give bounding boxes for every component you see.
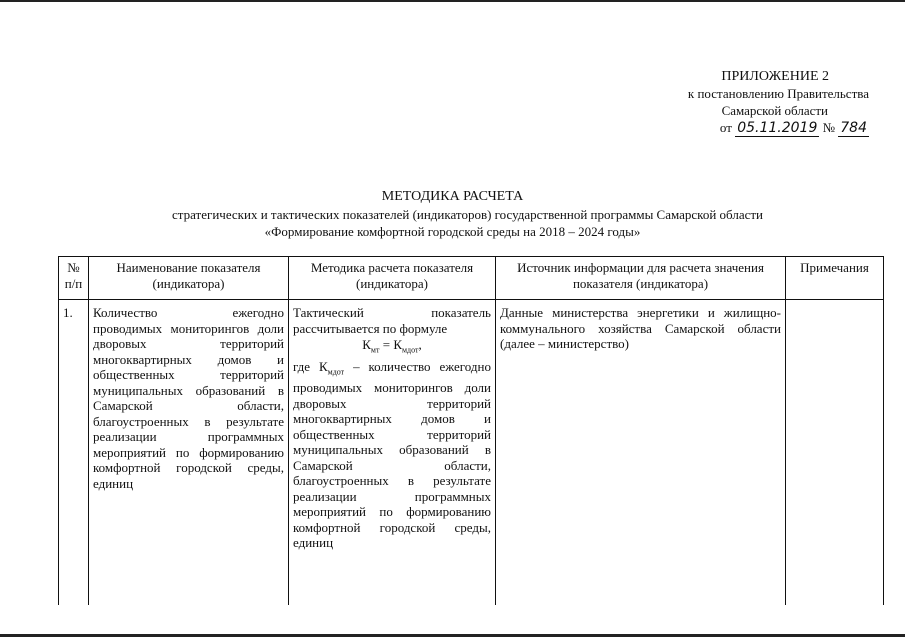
column-header-information-source: Источник информации для расчета значения показателя (индикатора) [496,257,786,300]
date-prefix: от [719,120,732,135]
information-source: Данные министерства энергетики и жилищно-коммунального хозяйства Самарской области (далее – министерство) [496,300,786,606]
document-subtitle: стратегических и тактических показателей (индикаторов) государственной программы Самарской области [172,207,763,222]
notes [786,300,884,606]
appendix-header [629,68,869,137]
appendix-line-2: Самарской области [721,103,828,118]
column-header-number: № п/п [59,257,89,300]
column-header-indicator-name: Наименование показателя (индикатора) [89,257,289,300]
calculation-method [289,300,496,606]
number-prefix: № [822,120,836,135]
handwritten-date: 05.11.2019 [737,120,818,136]
row-number: 1. [59,300,89,606]
formula: $К_{мт} = К_{мдот}$, [362,337,422,355]
page-bottom-edge [0,634,905,637]
appendix-title: ПРИЛОЖЕНИЕ 2 [721,69,829,84]
method-description: – количество ежегодно проводимых мониторингов доли дворовых территорий многоквартирных домов и общественных территорий муниципальных образований в Самарской области, благоустроенных в результате реализации программных мероприятий по формированию комфортной городской среды, единиц [293,359,492,551]
indicator-name: Количество ежегодно проводимых мониторингов доли дворовых территорий многоквартирных домов и общественных территорий муниципальных образований в Самарской области, благоустроенных в результате реализации программных мероприятий по формированию комфортной городской среды, единиц [89,300,289,606]
document-title-block [0,188,905,240]
table-header-row [59,257,884,300]
handwritten-number: 784 [840,120,867,136]
column-header-calculation-method: Методика расчета показателя (индикатора) [289,257,496,300]
method-intro: Тактический показатель рассчитывается по формуле [293,305,491,336]
page-top-edge [0,0,905,2]
appendix-date-line [629,119,869,137]
method-variable: $К_{мдот}$ [318,359,345,377]
column-header-notes: Примечания [786,257,884,300]
appendix-line-1: к постановлению Правительства [687,86,869,101]
table-row [59,300,884,606]
document-title: МЕТОДИКА РАСЧЕТА [381,189,524,204]
method-where: где [293,359,311,375]
indicator-table [58,256,884,605]
program-name: «Формирование комфортной городской среды на 2018 – 2024 годы» [264,224,641,239]
